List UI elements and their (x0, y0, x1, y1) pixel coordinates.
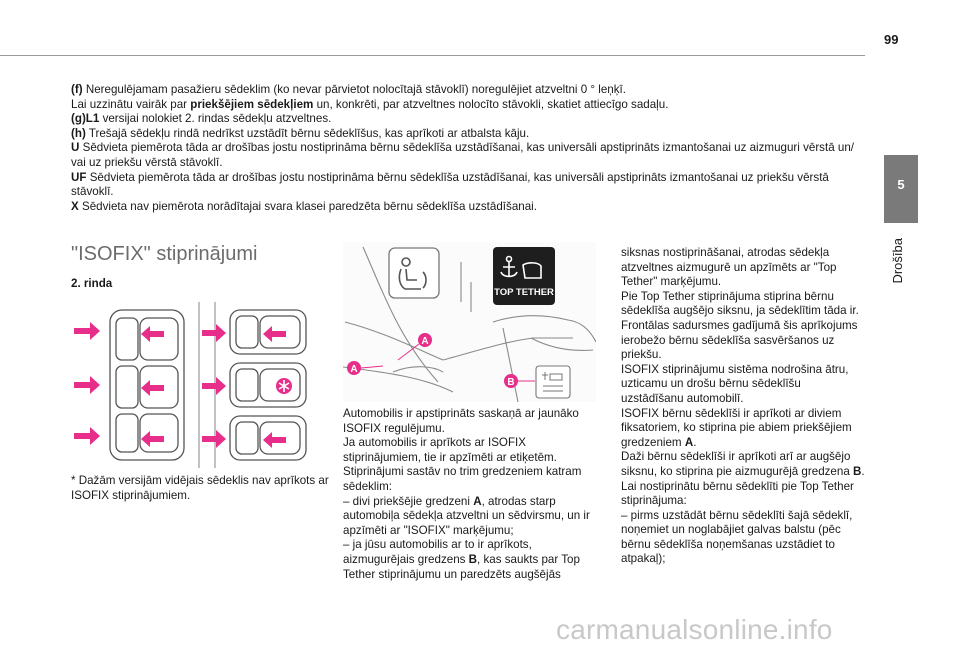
top-tether-text: TOP TETHER (494, 287, 554, 298)
paragraph-text: , kas saukts par Top Tether stiprinājumu un paredzēts augšējās (343, 552, 580, 581)
paragraph: Ja automobilis ir aprīkots ar ISOFIX stiprinājumiem, tie ir apzīmēti ar etiķetēm. (343, 436, 557, 464)
page-number: 99 (884, 32, 899, 47)
isofix-seat-diagram (72, 300, 328, 470)
note-text: Trešajā sēdekļu rindā nedrīkst uzstādīt bērnu sēdeklīšus, kas aprīkoti ar atbalsta kāju. (85, 126, 530, 140)
paragraph-text: . (693, 435, 697, 449)
note-label: U (71, 141, 80, 155)
paragraph-text: – divi priekšējie gredzeni (343, 494, 474, 508)
note-text: Sēdvieta piemērota tāda ar drošības jostu nostiprināma bērnu sēdeklīša uzstādīšanai, kas universāli apstiprināts izmantošanai uz priekšu vērstā stāvoklī. (71, 170, 829, 199)
paragraph: Stiprinājumi sastāv no trim gredzeniem katram sēdeklim: (343, 465, 582, 493)
paragraph (621, 407, 866, 451)
label-b-text: B (507, 377, 515, 388)
note-label: (g)L1 (71, 112, 100, 126)
note-label: X (71, 199, 79, 213)
note-text: versijai nolokiet 2. rindas sēdekļu atzveltnes. (99, 112, 332, 126)
note-label: (h) (71, 126, 86, 140)
paragraph: siksnas nostiprināšanai, atrodas sēdekļa atzveltnes aizmugurē un apzīmēts ar "Top Tether" marķējumu. (621, 246, 837, 289)
paragraph: Frontālas sadursmes gadījumā šis aprīkojums ierobežo bērnu sēdeklīša sasvēršanos uz priekšu. (621, 318, 858, 362)
paragraph: ISOFIX stiprinājumu sistēma nodrošina ātru, uzticamu un drošu bērnu sēdeklīšu uzstādīšanu automobilī. (621, 362, 849, 405)
section-tab[interactable]: 5 (884, 155, 918, 223)
watermark: carmanualsonline.info (556, 614, 833, 645)
paragraph-bold: B (853, 464, 862, 478)
paragraph-bold: A (684, 435, 694, 449)
section-subtitle: 2. rinda (71, 277, 113, 290)
section-label-text: Drošība (890, 238, 905, 284)
note-text: Neregulējamam pasažieru sēdeklim (ko nevar pārvietot nolocītajā stāvoklī) noregulējiet atzveltni 0 ° leņķī. (82, 83, 626, 96)
top-tether-description (621, 246, 866, 567)
isofix-description (343, 407, 601, 582)
paragraph-bold: A (473, 494, 482, 508)
paragraph-bold: B (468, 552, 478, 566)
note-text: Sēdvieta nav piemērota norādītajai svara klasei paredzēta bērnu sēdeklīša uzstādīšanai. (78, 199, 537, 213)
paragraph (343, 538, 601, 582)
label-a-text: A (350, 364, 358, 375)
paragraph: Pie Top Tether stiprinājuma stiprina bērnu sēdeklīša augšējo siksnu, ja sēdeklītim tāda ir. (621, 289, 859, 318)
footnote: * Dažām versijām vidējais sēdeklis nav aprīkots ar ISOFIX stiprinājumiem. (71, 474, 329, 502)
note-text: Lai uzzinātu vairāk par (71, 97, 191, 111)
note-bold: priekšējiem sēdekļiem (190, 97, 314, 111)
section-title: "ISOFIX" stiprinājumi (71, 243, 258, 265)
isofix-photo (343, 242, 596, 402)
note-text: Sēdvieta piemērota tāda ar drošības jostu nostiprināma bērnu sēdeklīša uzstādīšanai, kas universāli apstiprināts izmantošanai uz aizmuguri vērstā un/ vai uz priekšu vērstā stāvoklī. (71, 141, 854, 169)
section-label (868, 238, 928, 308)
header-rule (0, 55, 865, 56)
intro-notes (71, 83, 861, 214)
paragraph (621, 450, 866, 479)
paragraph: Automobilis ir apstiprināts saskaņā ar jaunāko ISOFIX regulējumu. (343, 407, 579, 435)
isofix-label-icon (389, 248, 439, 298)
paragraph-text: , atrodas starp automobiļa sēdekļa atzveltni un sēdvirsmu, un ir apzīmēti ar "ISOFIX" marķējumu; (343, 494, 590, 537)
paragraph (343, 495, 601, 539)
note-label: (f) (71, 83, 83, 96)
note-text: un, konkrēti, par atzveltnes nolocīto stāvokli, skatiet attiecīgo sadaļu. (313, 97, 669, 111)
paragraph-text: – ja jūsu automobilis ar to ir aprīkots, aizmugurējais gredzens (343, 538, 532, 566)
note-label: UF (71, 170, 87, 184)
paragraph: – pirms uzstādāt bērnu sēdeklīti šajā sēdeklī, noņemiet un noglabājiet galvas balstu (pēc bērnu sēdeklīša noņemšanas uzstādiet to atpakaļ); (621, 508, 853, 566)
isofix-arrows (74, 322, 286, 448)
paragraph: Lai nostiprinātu bērnu sēdeklīti pie Top Tether stiprinājuma: (621, 479, 854, 508)
paragraph-text: . (861, 464, 865, 478)
label-a-text: A (421, 336, 429, 347)
paragraph-text: Daži bērnu sēdeklīši ir aprīkoti arī ar augšējo siksnu, ko stiprina pie aizmugurējā gredzena (621, 450, 853, 478)
paragraph-text: ISOFIX bērnu sēdeklīši ir aprīkoti ar diviem fiksatoriem, ko stiprina pie abiem priekšējiem gredzeniem (621, 406, 852, 449)
